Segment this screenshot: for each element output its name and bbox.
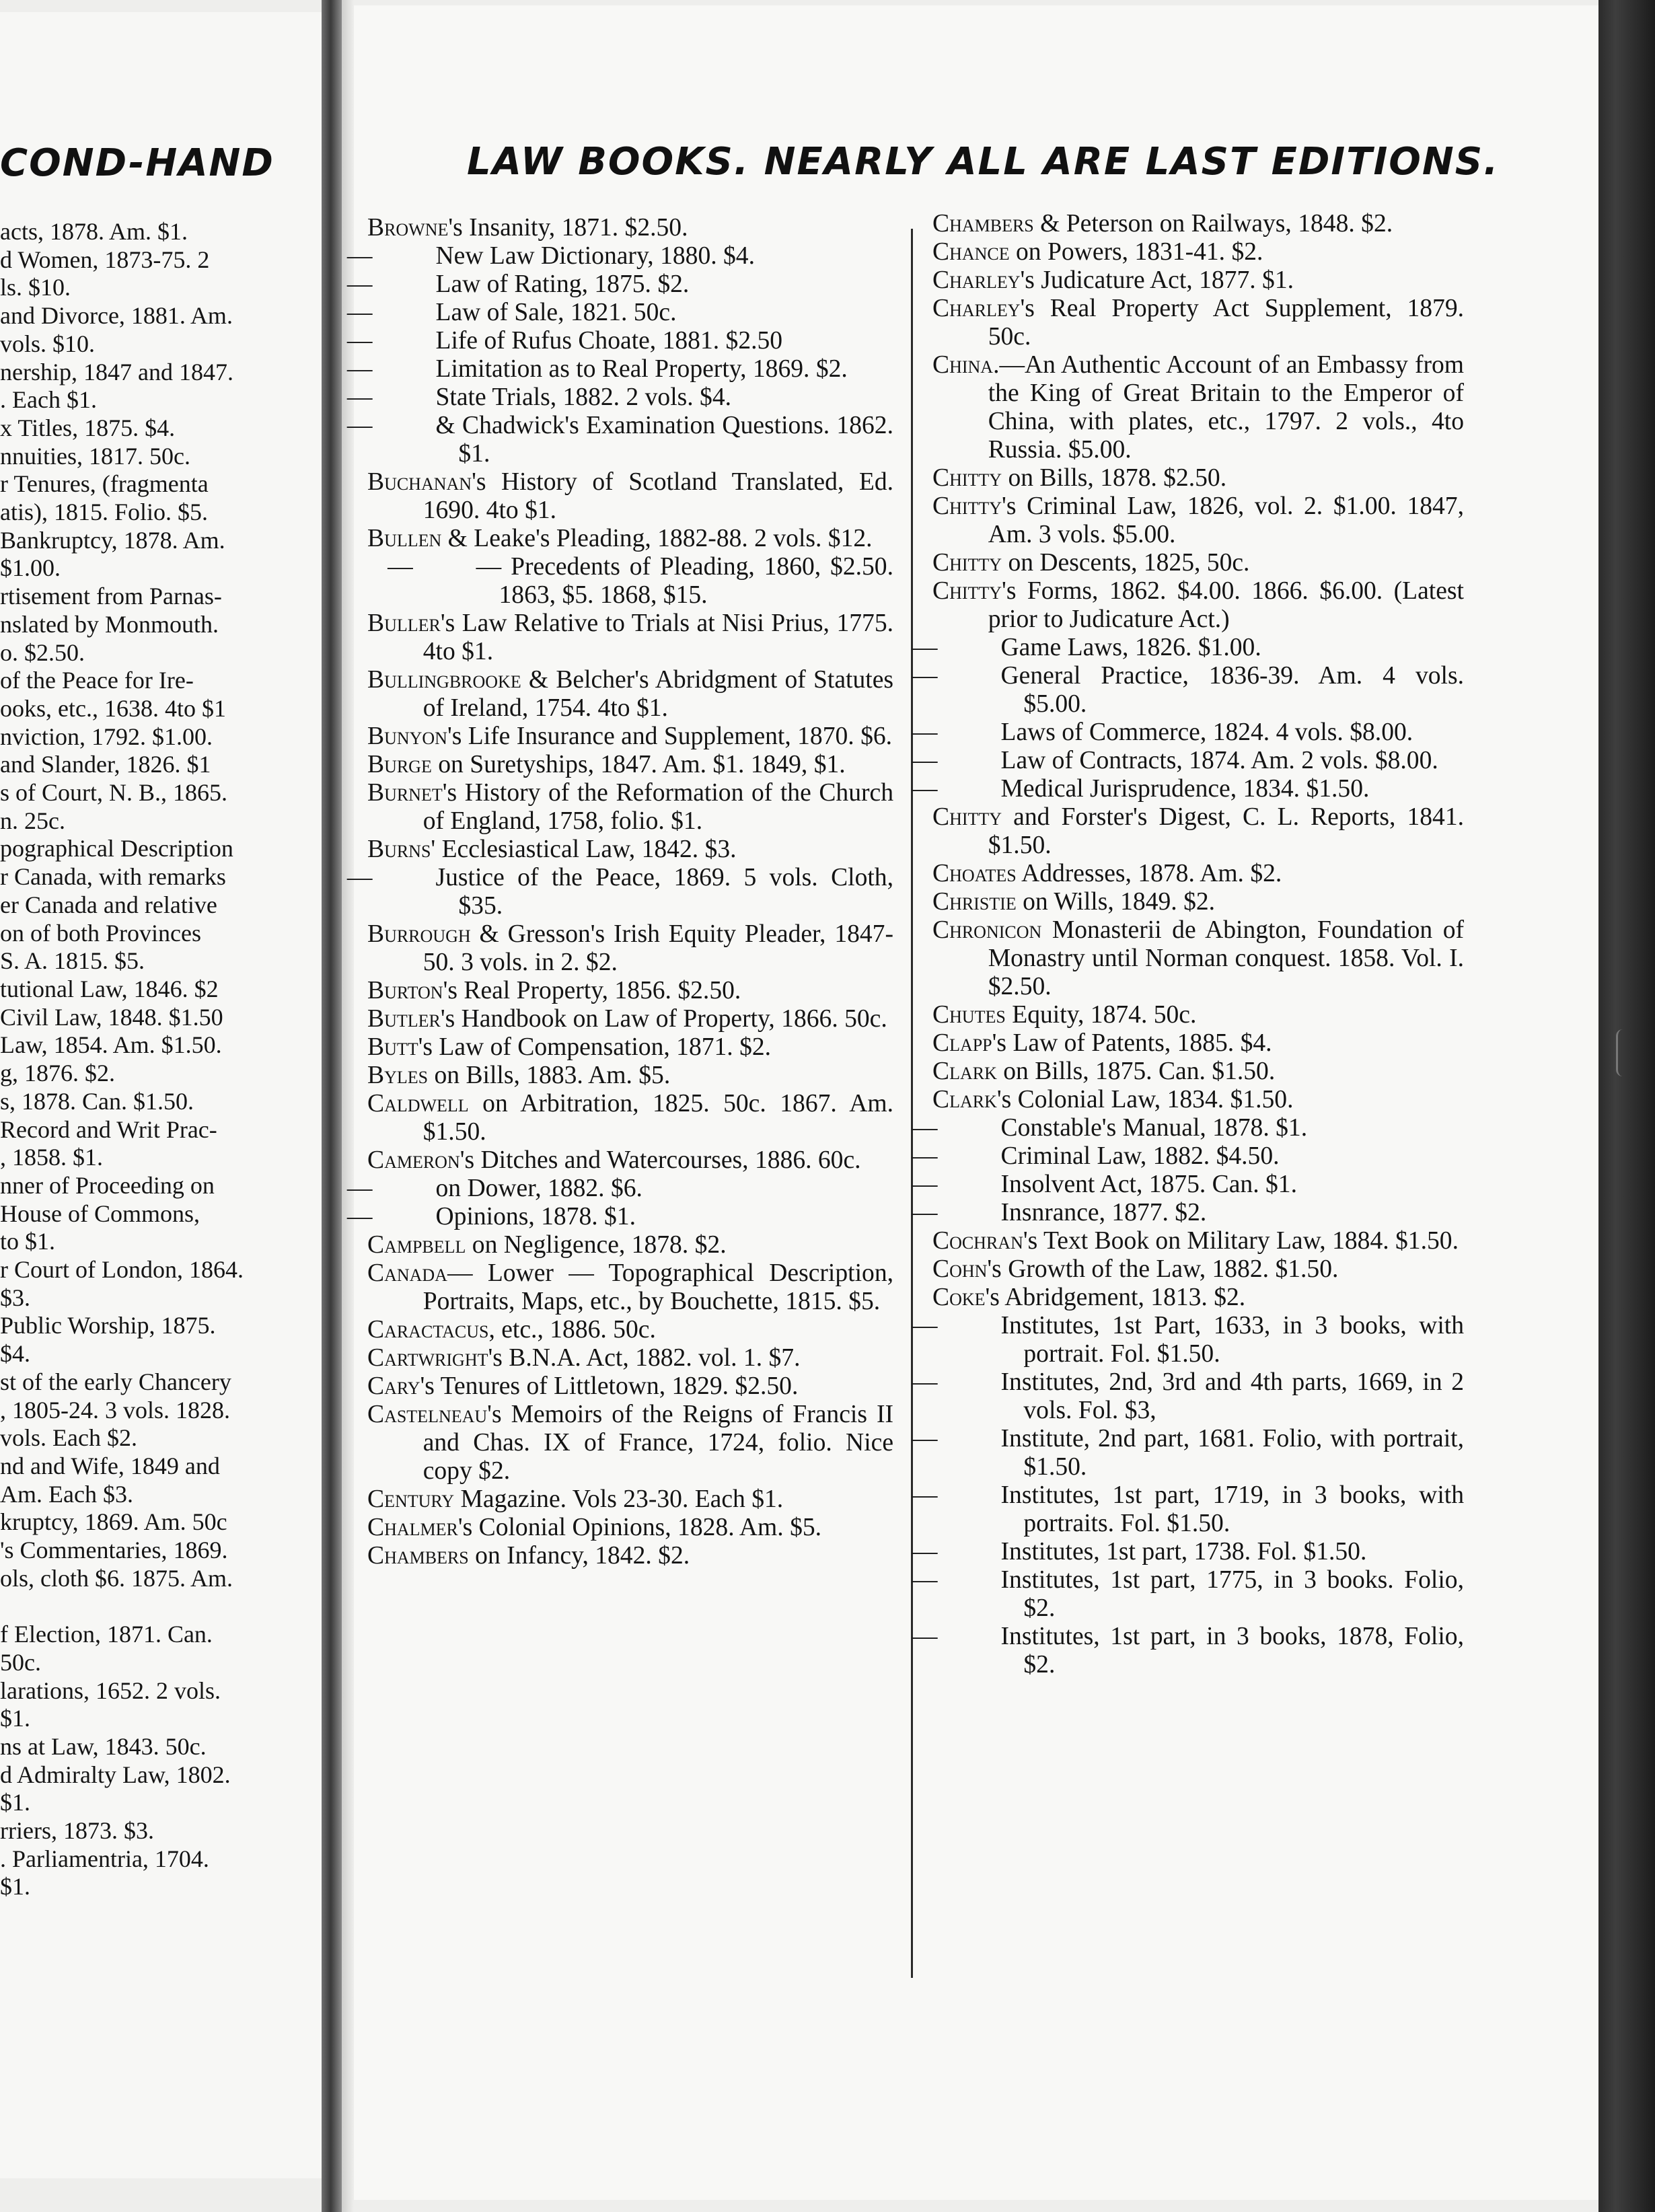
entry-text: Justice of the Peace, 1869. 5 vols. Cloth, $35. [435,864,893,920]
left-page-line: Civil Law, 1848. $1.50 [0,1003,223,1031]
left-page-line: $4. [0,1340,30,1368]
entry-author: Charley [932,295,1021,322]
entry-text: Institutes, 1st Part, 1633, in 3 books, with portrait. Fol. $1.50. [1000,1312,1464,1368]
entry-text: Opinions, 1878. $1. [435,1203,636,1230]
entry-author: Burrough [367,920,471,948]
entry-author: Bunyon [367,723,447,750]
catalog-entry [912,1368,1464,1425]
left-page-line: atis), 1815. Folio. $5. [0,499,209,526]
catalog-entry [346,242,893,270]
entry-text: 's History of the Reformation of the Church of England, 1758, folio. $1. [422,779,893,835]
entry-text: 's Growth of the Law, 1882. $1.50. [987,1255,1339,1283]
catalog-entry [932,210,1464,238]
entry-author: Browne [367,214,449,242]
catalog-entry [932,1284,1464,1312]
left-page-line [0,1592,311,1621]
entry-text: & Chadwick's Examination Questions. 1862. $1. [435,412,893,468]
catalog-entry [932,803,1464,860]
entry-author: Bullingbrooke [367,666,521,694]
entry-text: General Practice, 1836-39. Am. 4 vols. $5.00. [1000,662,1464,718]
left-page-line: r Tenures, (fragmenta [0,470,209,498]
catalog-entry [346,383,893,412]
catalog-entry [367,1005,893,1033]
catalog-entry [932,916,1464,1001]
ditto-dash: — [912,1538,938,1565]
entry-text: 's Forms, 1862. $4.00. 1866. $6.00. (Latest prior to Judicature Act.) [988,577,1464,633]
left-page-line: $1. [0,1873,30,1901]
catalog-entry [346,864,893,920]
left-page-line: ls. $10. [0,274,71,301]
ditto-dash: — [912,1481,938,1509]
ditto-dash: — [912,775,938,803]
entry-text: , etc., 1886. 50c. [488,1316,656,1343]
entry-text: 's B.N.A. Act, 1882. vol. 1. $7. [488,1344,801,1372]
left-page-line: d Women, 1873-75. 2 [0,246,210,273]
entry-author: Chitty [932,549,1002,577]
entry-text: 's Tenures of Littletown, 1829. $2.50. [420,1372,799,1400]
ditto-dash: — [346,242,373,270]
ditto-dash: — [346,327,373,355]
ditto-dash: — [912,1199,938,1226]
ditto-dash: — [912,634,938,661]
entry-author: Cameron [367,1146,460,1174]
left-page-line: Public Worship, 1875. [0,1312,216,1339]
catalog-column-left [346,214,893,1570]
entry-text: 's Law of Patents, 1885. $4. [992,1029,1272,1057]
catalog-column-right [912,210,1464,1679]
entry-author: Chitty [932,577,1002,605]
entry-text: on Infancy, 1842. $2. [468,1542,690,1570]
column-divider [911,229,913,1978]
catalog-entry [912,1481,1464,1538]
entry-text: Law of Contracts, 1874. Am. 2 vols. $8.00. [1000,747,1438,774]
entry-author: Chance [932,238,1010,266]
ditto-dash: — [346,270,373,298]
catalog-entry [912,747,1464,775]
catalog-entry [367,1062,893,1090]
entry-text: 's Law of Compensation, 1871. $2. [418,1033,772,1061]
entry-text: on Wills, 1849. $2. [1016,888,1216,916]
entry-author: Chitty [932,464,1002,492]
catalog-entry [932,1227,1464,1255]
ditto-dash: — [912,1114,938,1142]
left-page-line: ooks, etc., 1638. 4to $1 [0,694,226,722]
entry-text: Game Laws, 1826. $1.00. [1000,634,1261,661]
entry-author: Chitty [932,803,1002,831]
entry-author: Butler [367,1005,441,1033]
entry-author: Caractacus [367,1316,489,1343]
entry-text: Equity, 1874. 50c. [1005,1001,1197,1029]
entry-text: & Leake's Pleading, 1882-88. 2 vols. $12. [441,525,873,552]
entry-author: Bullen [367,525,442,552]
ditto-dash: — [912,662,938,690]
catalog-entry [932,1001,1464,1029]
left-page-line: Am. Each $3. [0,1480,133,1508]
catalog-entry [367,977,893,1005]
catalog-entry [912,1171,1464,1199]
catalog-entry [367,610,893,666]
entry-text: 's Memoirs of the Reigns of Francis II and Chas. IX of France, 1724, folio. Nice copy $2. [422,1401,893,1485]
catalog-entry [932,577,1464,634]
ditto-dash: — [346,1175,373,1202]
entry-author: Burton [367,977,443,1004]
entry-text: on Bills, 1878. $2.50. [1002,464,1227,492]
catalog-entry [367,1033,893,1062]
left-page-line: nership, 1847 and 1847. [0,358,233,385]
entry-author: Cohn [932,1255,988,1283]
left-page-column [0,218,311,1901]
left-page-line: f Election, 1871. Can. [0,1621,213,1648]
entry-text: 's Handbook on Law of Property, 1866. 50c. [440,1005,887,1033]
ditto-dash: — [346,1203,373,1230]
catalog-entry [912,1312,1464,1368]
left-page-line: d Admiralty Law, 1802. [0,1761,231,1788]
entry-author: Chambers [932,210,1034,237]
catalog-entry [912,1425,1464,1481]
entry-author: Cochran [932,1227,1023,1255]
entry-author: Burnet [367,779,443,807]
entry-author: Buchanan [367,468,472,496]
entry-author: Campbell [367,1231,466,1259]
entry-text: — Precedents of Pleading, 1860, $2.50. 1863, $5. 1868, $15. [476,553,893,609]
entry-author: Chitty [932,492,1002,520]
catalog-entry [912,1623,1464,1679]
entry-text: 's Colonial Law, 1834. $1.50. [996,1086,1294,1113]
ditto-dash: — [346,412,373,439]
entry-text: Addresses, 1878. Am. $2. [1016,860,1282,887]
entry-text: on Descents, 1825, 50c. [1002,549,1250,577]
entry-author: Butt [367,1033,418,1061]
catalog-entry [346,299,893,327]
entry-author: Clark [932,1058,997,1085]
catalog-entry [932,238,1464,266]
left-page-line: $3. [0,1284,30,1311]
left-page-line: s of Court, N. B., 1865. [0,779,228,807]
ditto-dash: — [912,747,938,774]
catalog-entry [346,1203,893,1231]
left-page-line: 50c. [0,1648,41,1676]
catalog-entry [367,920,893,977]
catalog-entry [367,1372,893,1401]
catalog-entry [932,351,1464,464]
catalog-entry [367,1401,893,1485]
catalog-entry [346,327,893,355]
page-edge-shadow [1598,0,1655,2212]
entry-text: 's History of Scotland Translated, Ed. 1690. 4to $1. [422,468,893,524]
left-page-line: , 1805-24. 3 vols. 1828. [0,1396,230,1424]
entry-text: Institutes, 1st part, in 3 books, 1878, Folio, $2. [1000,1623,1464,1679]
catalog-entry [912,1566,1464,1623]
catalog-entry [932,1029,1464,1058]
catalog-entry [932,266,1464,295]
catalog-entry [346,270,893,299]
entry-author: Castelneau [367,1401,488,1428]
entry-author: Chalmer [367,1514,458,1541]
entry-text: 's Life Insurance and Supplement, 1870. $6. [447,723,893,750]
catalog-entry [932,1058,1464,1086]
left-page-line: $1. [0,1789,30,1816]
entry-text: on Dower, 1882. $6. [435,1175,642,1202]
catalog-entry [912,1538,1464,1566]
catalog-entry [912,718,1464,747]
entry-text: & Gresson's Irish Equity Pleader, 1847-50. 3 vols. in 2. $2. [422,920,893,976]
entry-text: Law of Sale, 1821. 50c. [435,299,677,326]
entry-text: 's Ditches and Watercourses, 1886. 60c. [459,1146,861,1174]
left-page-line: n. 25c. [0,807,65,834]
ditto-dash: — [346,864,373,891]
ditto-dash: — [388,553,445,581]
catalog-entry [367,1485,893,1514]
catalog-entry [932,492,1464,549]
left-page-line: $1. [0,1705,30,1732]
catalog-entry [367,1259,893,1316]
left-page-line: rriers, 1873. $3. [0,1817,154,1845]
entry-text: ' Ecclesiastical Law, 1842. $3. [431,836,737,863]
left-page-line: , 1858. $1. [0,1144,103,1171]
left-page-line: rtisement from Parnas- [0,583,222,610]
catalog-entry [367,779,893,836]
left-page-line: Law, 1854. Am. $1.50. [0,1031,222,1059]
left-page-line: 's Commentaries, 1869. [0,1537,228,1564]
entry-text: 's Law Relative to Trials at Nisi Prius, 1775. 4to $1. [422,610,893,665]
left-page-line: g, 1876. $2. [0,1060,115,1087]
left-page-line: acts, 1878. Am. $1. [0,218,188,245]
entry-author: Byles [367,1062,429,1089]
entry-text: Life of Rufus Choate, 1881. $2.50 [435,327,783,355]
entry-text: .—An Authentic Account of an Embassy from the King of Great Britain to the Emperor of China, with plates, etc., 1797. 2 vols., 4to Russia. $5.00. [988,351,1464,464]
entry-text: & Peterson on Railways, 1848. $2. [1033,210,1393,237]
catalog-entry [912,1114,1464,1142]
left-page-line: o. $2.50. [0,638,85,666]
entry-text: 's Real Property, 1856. $2.50. [443,977,741,1004]
ditto-dash: — [912,1623,938,1650]
entry-author: Burns [367,836,431,863]
entry-text: 's Judicature Act, 1877. $1. [1020,266,1294,294]
catalog-entry [367,1090,893,1146]
entry-text: 's Real Property Act Supplement, 1879. 50c. [988,295,1464,351]
ditto-dash: — [912,1171,938,1198]
entry-text: on Powers, 1831-41. $2. [1009,238,1263,266]
entry-text: Law of Rating, 1875. $2. [435,270,690,298]
left-page-line: vols. $10. [0,330,96,357]
catalog-entry [367,525,893,553]
page-edge-mark [1616,1029,1631,1076]
left-page-line: ns at Law, 1843. 50c. [0,1732,207,1760]
entry-author: Choates [932,860,1017,887]
ditto-dash: — [912,1368,938,1396]
ditto-dash: — [346,383,373,411]
catalog-entry [367,553,893,610]
entry-author: Burge [367,751,432,778]
ditto-dash: — [346,355,373,383]
entry-author: Clark [932,1086,997,1113]
entry-text: Insnrance, 1877. $2. [1000,1199,1207,1226]
left-page-line: kruptcy, 1869. Am. 50c [0,1508,227,1536]
entry-text: Institutes, 1st part, 1775, in 3 books. Folio, $2. [1000,1566,1464,1622]
entry-text: Monasterii de Abington, Foundation of Monastry until Norman conquest. 1858. Vol. I. $2.50. [988,916,1464,1000]
left-page-line: tutional Law, 1846. $2 [0,975,219,1002]
left-page-line: er Canada and relative [0,891,217,918]
catalog-entry [346,412,893,468]
left-page-line: Bankruptcy, 1878. Am. [0,526,225,554]
catalog-entry [932,295,1464,351]
entry-author: Buller [367,610,441,637]
entry-author: China [932,351,994,379]
left-page-line: s, 1878. Can. $1.50. [0,1087,194,1115]
entry-text: on Suretyships, 1847. Am. $1. 1849, $1. [431,751,846,778]
left-page-line: ols, cloth $6. 1875. Am. [0,1564,233,1592]
left-page-line: nd and Wife, 1849 and [0,1452,220,1479]
catalog-entry [367,468,893,525]
entry-text: Institutes, 2nd, 3rd and 4th parts, 1669, in 2 vols. Fol. $3, [1000,1368,1464,1424]
catalog-entry [932,1255,1464,1284]
catalog-entry [367,1344,893,1372]
entry-text: 's Criminal Law, 1826, vol. 2. $1.00. 1847, Am. 3 vols. $5.00. [988,492,1464,548]
entry-text: and Forster's Digest, C. L. Reports, 1841. $1.50. [988,803,1464,859]
left-page-line: House of Commons, [0,1200,200,1227]
entry-text: on Bills, 1875. Can. $1.50. [996,1058,1276,1085]
catalog-entry [912,1199,1464,1227]
left-page-line: and Divorce, 1881. Am. [0,302,233,330]
left-page-line: st of the early Chancery [0,1368,231,1395]
entry-text: Medical Jurisprudence, 1834. $1.50. [1000,775,1370,803]
entry-author: Coke [932,1284,986,1311]
entry-text: on Negligence, 1878. $2. [466,1231,727,1259]
catalog-entry [367,214,893,242]
ditto-dash: — [912,1142,938,1170]
catalog-entry [367,1542,893,1570]
entry-text: 's Text Book on Military Law, 1884. $1.50. [1023,1227,1459,1255]
entry-author: Charley [932,266,1021,294]
left-page-heading: COND-HAND [0,141,274,185]
catalog-entry [367,666,893,723]
left-page-line: S. A. 1815. $5. [0,947,145,975]
entry-text: Institutes, 1st part, 1719, in 3 books, with portraits. Fol. $1.50. [1000,1481,1464,1537]
left-page-line: nviction, 1792. $1.00. [0,723,213,750]
ditto-dash: — [912,718,938,746]
catalog-entry [367,1146,893,1175]
entry-text: 's Colonial Opinions, 1828. Am. $5. [457,1514,822,1541]
entry-author: Christie [932,888,1017,916]
left-page-line: of the Peace for Ire- [0,667,194,694]
catalog-entry [932,1086,1464,1114]
entry-text: State Trials, 1882. 2 vols. $4. [435,383,732,411]
entry-text: Institute, 2nd part, 1681. Folio, with portrait, $1.50. [1000,1425,1464,1481]
catalog-entry [346,1175,893,1203]
left-page-line: nslated by Monmouth. [0,610,219,638]
left-page-line: nner of Proceeding on [0,1171,215,1199]
catalog-entry [932,860,1464,888]
entry-text: Institutes, 1st part, 1738. Fol. $1.50. [1000,1538,1367,1565]
catalog-entry [367,723,893,751]
left-page-line: r Court of London, 1864. [0,1256,244,1284]
entry-author: Cartwright [367,1344,488,1372]
left-page-line: r Canada, with remarks [0,863,226,891]
left-page-line: Record and Writ Prac- [0,1115,217,1143]
entry-text: 's Abridgement, 1813. $2. [985,1284,1246,1311]
entry-text: Limitation as to Real Property, 1869. $2. [435,355,848,383]
left-page-line: pographical Description [0,835,233,862]
entry-author: Cary [367,1372,420,1400]
entry-text: New Law Dictionary, 1880. $4. [435,242,755,270]
entry-text: Magazine. Vols 23-30. Each $1. [454,1485,784,1513]
catalog-entry [912,1142,1464,1171]
catalog-entry [932,888,1464,916]
left-page-line: and Slander, 1826. $1 [0,751,211,778]
left-page-line: . Each $1. [0,386,97,414]
ditto-dash: — [912,1425,938,1452]
ditto-dash: — [912,1566,938,1594]
catalog-entry [367,1316,893,1344]
entry-text: on Bills, 1883. Am. $5. [428,1062,671,1089]
catalog-entry [912,634,1464,662]
entry-author: Caldwell [367,1090,469,1117]
entry-text: Criminal Law, 1882. $4.50. [1000,1142,1280,1170]
catalog-entry [346,355,893,383]
entry-author: Chronicon [932,916,1042,944]
catalog-entry [367,1231,893,1259]
catalog-entry [367,1514,893,1542]
entry-text: Laws of Commerce, 1824. 4 vols. $8.00. [1000,718,1413,746]
catalog-entry [932,549,1464,577]
ditto-dash: — [912,1312,938,1339]
left-page-line: vols. Each $2. [0,1424,137,1452]
book-gutter [322,0,342,2212]
catalog-entry [367,751,893,779]
entry-text: Insolvent Act, 1875. Can. $1. [1000,1171,1297,1198]
page-heading: LAW BOOKS. NEARLY ALL ARE LAST EDITIONS. [467,140,1500,184]
left-page-line: larations, 1652. 2 vols. [0,1676,221,1704]
left-page-line: nnuities, 1817. 50c. [0,442,190,470]
left-page-line: . Parliamentria, 1704. [0,1845,209,1872]
catalog-entry [367,836,893,864]
catalog-entry [932,464,1464,492]
entry-author: Chutes [932,1001,1006,1029]
left-page-line: on of both Provinces [0,919,201,947]
catalog-entry [912,662,1464,718]
ditto-dash: — [346,299,373,326]
entry-text: & Belcher's Abridgment of Statutes of Ireland, 1754. 4to $1. [422,666,893,722]
entry-text: on Arbitration, 1825. 50c. 1867. Am. $1.50. [422,1090,893,1146]
entry-text: Constable's Manual, 1878. $1. [1000,1114,1308,1142]
left-page-line: x Titles, 1875. $4. [0,414,176,441]
left-page-line: to $1. [0,1228,56,1255]
left-page [0,12,322,2178]
entry-author: Canada [367,1259,447,1287]
entry-author: Chambers [367,1542,469,1570]
entry-author: Clapp [932,1029,992,1057]
entry-text: — Lower — Topographical Description, Portraits, Maps, etc., by Bouchette, 1815. $5. [422,1259,893,1315]
entry-text: 's Insanity, 1871. $2.50. [448,214,688,242]
entry-author: Century [367,1485,455,1513]
left-page-line: $1.00. [0,554,61,582]
catalog-entry [912,775,1464,803]
